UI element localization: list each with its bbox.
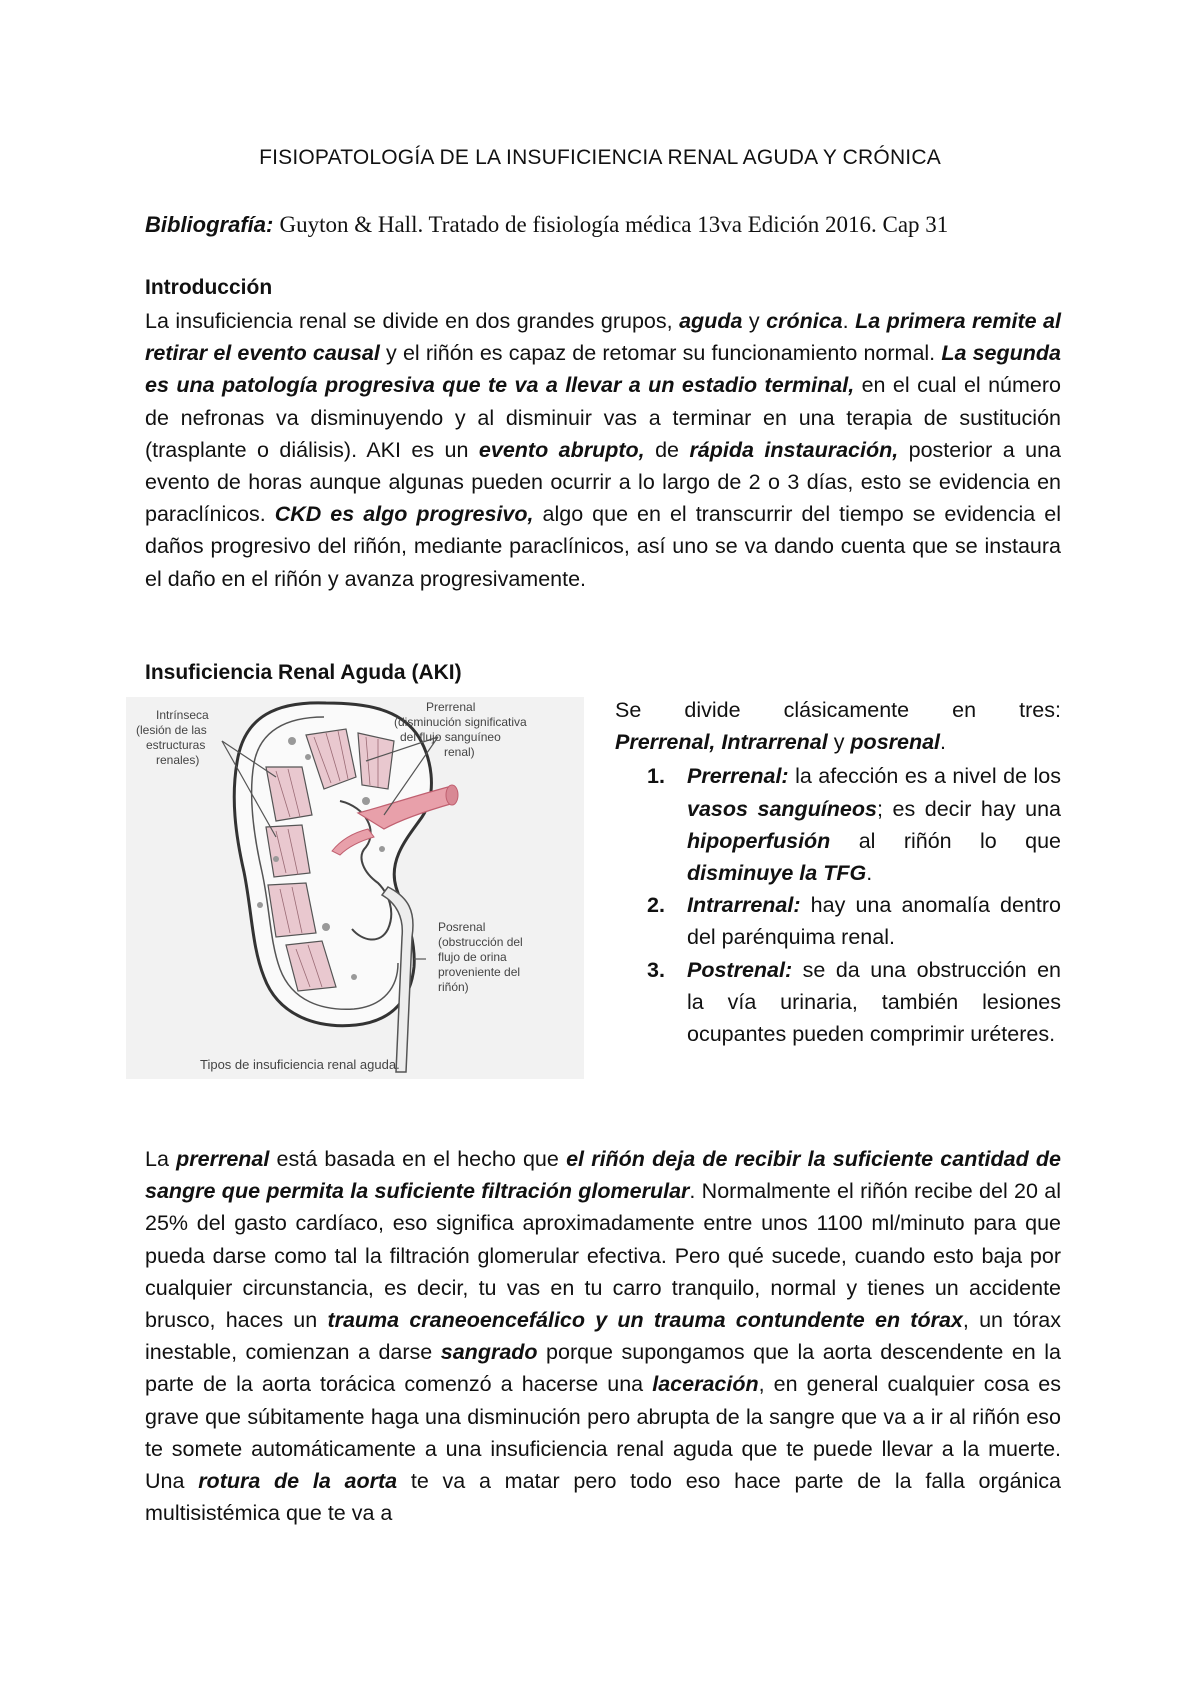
text-run: La insuficiencia renal se divide en dos grandes grupos, xyxy=(145,309,680,333)
fig-label-line: (obstrucción del xyxy=(438,935,523,949)
bibliography-label: Bibliografía: xyxy=(145,212,274,237)
list-item xyxy=(615,954,1061,1051)
text-run: en el cual el número de nefronas va disminuyendo y al disminuir vas a terminar en una terapia de sustitución (trasplante o diálisis). AKI es un xyxy=(145,373,1061,462)
text-run: y el riñón es capaz de retomar su funcionamiento normal. xyxy=(379,341,942,366)
text-run: , un tórax inestable, comienzan a darse xyxy=(145,1308,1061,1365)
emphasis-run: Postrenal: xyxy=(687,957,793,982)
fig-label-line: (disminución significativa xyxy=(394,715,527,729)
emphasis-run: prerrenal xyxy=(176,1147,270,1171)
list-number: 3. xyxy=(647,957,665,982)
figure-caption: Tipos de insuficiencia renal aguda. xyxy=(200,1057,400,1072)
fig-label-line: del flujo sanguíneo xyxy=(400,730,501,744)
fig-label-line: estructuras xyxy=(146,738,206,752)
text-run: posterior a una evento de horas aunque algunas pueden ocurrir a lo largo de 2 o 3 días, esto se evidencia en paraclínicos. xyxy=(145,437,1061,527)
text-run: ; es decir hay una xyxy=(876,796,1061,821)
bibliography-reference: Guyton & Hall. Tratado de fisiología médica 13va Edición 2016. Cap 31 xyxy=(279,212,949,237)
aki-classification xyxy=(615,694,1061,1050)
text-run: se da una obstrucción en la vía urinaria, también lesiones ocupantes pueden comprimir uréteres. xyxy=(687,957,1061,1047)
emphasis-run: el riñón deja de recibir la suficiente cantidad de sangre que permita la suficiente filtración glomerular xyxy=(145,1147,1061,1204)
emphasis-run: La primera remite al retirar el evento causal xyxy=(145,309,1061,366)
text-run: algo que en el transcurrir del tiempo se evidencia el daños progresivo del riñón, mediante paraclínicos, así uno se va dando cuenta que se instaura el daño en el riñón y avanza progresivamente. xyxy=(145,502,1061,591)
intro-heading: Introducción xyxy=(145,276,273,299)
emphasis-run: posrenal xyxy=(850,730,941,755)
fig-label-line: proveniente del xyxy=(438,965,521,979)
text-run: porque supongamos que la aorta descendente en la parte de la aorta torácica comenzó a hacerse una xyxy=(145,1340,1061,1397)
fig-label-line: renal) xyxy=(444,745,475,759)
kidney-figure xyxy=(126,697,584,1079)
text-run: de xyxy=(644,437,690,462)
list-item xyxy=(615,889,1061,953)
fig-label-line: Intrínseca xyxy=(156,708,209,722)
emphasis-run: Prerrenal: xyxy=(687,764,789,789)
document-title: FISIOPATOLOGÍA DE LA INSUFICIENCIA RENAL AGUDA Y CRÓNICA xyxy=(259,146,941,169)
emphasis-run: rotura de la aorta xyxy=(198,1469,398,1494)
text-run: . xyxy=(866,861,873,886)
text-run: . xyxy=(842,309,856,333)
text-run: y xyxy=(742,309,767,333)
fig-label-line: renales) xyxy=(156,753,200,767)
text-run: . xyxy=(940,730,947,755)
text-run: está basada en el hecho que xyxy=(269,1147,567,1171)
text-run: hay una anomalía dentro del parénquima renal. xyxy=(687,893,1061,950)
bibliography-line xyxy=(145,212,948,238)
list-item xyxy=(615,760,1061,889)
text-run: , en general cualquier cosa es grave que súbitamente haga una disminución pero abrupta de la sangre que va a ir al riñón eso te somete automáticamente a una insuficiencia renal aguda que te puede llevar a la muerte. Una xyxy=(145,1372,1061,1494)
text-run: al riñón lo que xyxy=(830,828,1061,853)
list-number: 1. xyxy=(647,764,665,789)
fig-label-line: Posrenal xyxy=(438,920,486,934)
emphasis-run: crónica xyxy=(766,309,843,333)
fig-label-line: Prerrenal xyxy=(426,700,476,714)
emphasis-run: Intrarrenal: xyxy=(687,893,801,918)
aki-intro-line: Se divide clásicamente en tres: xyxy=(615,698,1061,722)
emphasis-run: La segunda es una patología progresiva que te va a llevar a un estadio terminal, xyxy=(145,341,1061,398)
fig-label-line: flujo de orina xyxy=(438,950,507,964)
emphasis-run: laceración xyxy=(652,1372,759,1397)
text-run: y xyxy=(827,730,851,755)
aki-intro-types xyxy=(615,726,1061,758)
emphasis-run: trauma craneoencefálico y un trauma contundente en tórax xyxy=(327,1308,963,1333)
fig-label-line: riñón) xyxy=(438,980,469,994)
emphasis-run: vasos sanguíneos xyxy=(687,796,877,821)
list-number: 2. xyxy=(647,893,665,918)
emphasis-run: Prerrenal, Intrarrenal xyxy=(615,730,828,755)
text-run: la afección es a nivel de los xyxy=(788,764,1061,789)
intro-paragraph xyxy=(145,305,1061,595)
emphasis-run: evento abrupto, xyxy=(478,437,645,462)
emphasis-run: aguda xyxy=(679,309,743,333)
emphasis-run: CKD es algo progresivo, xyxy=(274,502,534,527)
fig-label-line: (lesión de las xyxy=(136,723,207,737)
aki-types-list xyxy=(615,760,1061,1050)
emphasis-run: rápida instauración, xyxy=(689,437,899,462)
prerrenal-paragraph xyxy=(145,1143,1061,1529)
emphasis-run: disminuye la TFG xyxy=(687,861,867,886)
text-run: La xyxy=(145,1147,177,1171)
emphasis-run: sangrado xyxy=(440,1340,538,1365)
text-run: . Normalmente el riñón recibe del 20 al 25% del gasto cardíaco, eso significa aproximadamente entre unos 1100 ml/minuto para que pueda darse como tal la filtración glomerular efectiva. Pero qué sucede, cuando esto baja por cualquier circunstancia, es decir, tu vas en tu carro tranquilo, normal y tienes un accidente brusco, haces un xyxy=(145,1179,1061,1333)
text-run: te va a matar pero todo eso hace parte de la falla orgánica multisistémica que te va a xyxy=(145,1469,1062,1526)
artery-end xyxy=(446,785,458,805)
emphasis-run: hipoperfusión xyxy=(687,828,831,853)
aki-heading: Insuficiencia Renal Aguda (AKI) xyxy=(145,661,462,684)
